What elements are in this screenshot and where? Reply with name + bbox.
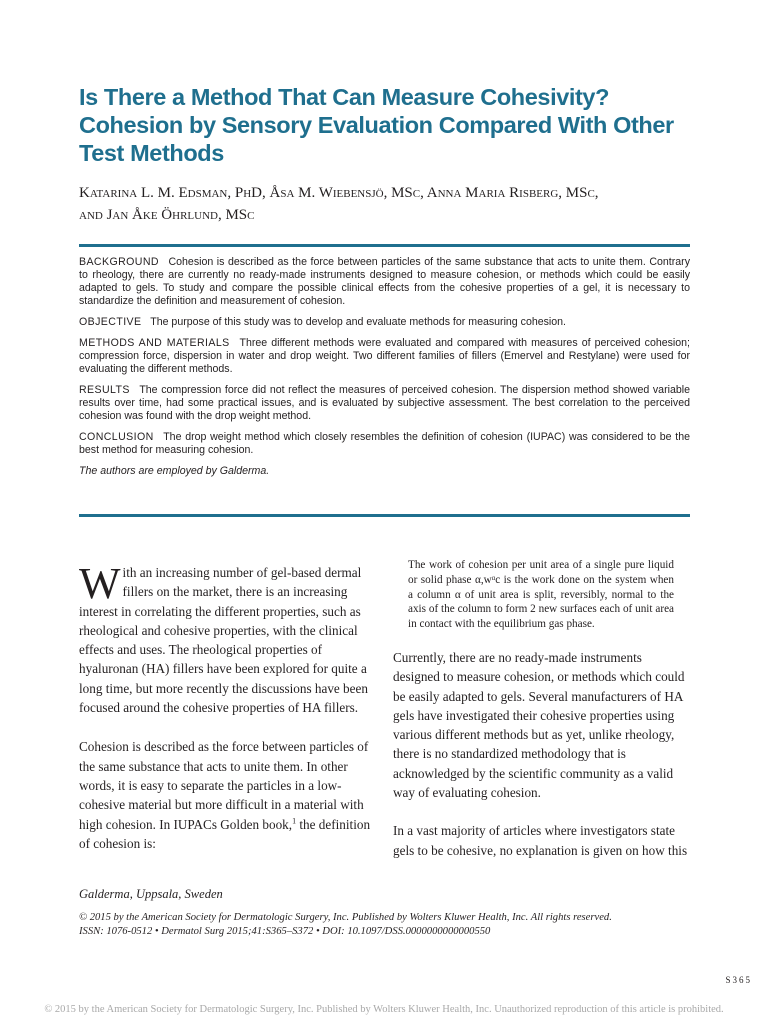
- body-paragraph: In a vast majority of articles where investigators state gels to be cohesive, no explanation is given on how this: [393, 823, 688, 858]
- title-line: Test Methods: [79, 140, 224, 166]
- section-heading: OBJECTIVE: [79, 316, 142, 328]
- body-paragraph: [79, 737, 379, 853]
- block-quote: The work of cohesion per unit area of a single pure liquid or solid phase α,wᵅc is the work done on the system when a column α of unit area is split, reversibly, normal to the axis of the column to form 2 new surfaces each of unit area in contact with the equilibrium gas phase.: [408, 559, 674, 631]
- section-heading: CONCLUSION: [79, 431, 154, 443]
- article-title: [79, 83, 699, 167]
- author-line: and Jan Åke Öhrlund, MSc: [79, 207, 255, 223]
- abstract-methods: [79, 337, 690, 376]
- section-text: The compression force did not reflect the measures of perceived cohesion. The dispersion method showed variable results over time, had some practical issues, and is evaluated by subjective assessment. The best correlation to the perceived cohesion was found with the drop weight method.: [79, 384, 690, 422]
- body-column-left: [79, 559, 379, 873]
- section-text: Cohesion is described as the force between particles of the same substance that acts to unite them. Contrary to rheology, there are currently no ready-made instruments designed to measure cohesion, or methods which could be easily adapted to gels. To study and compare the possible clinical effects from the cohesive properties of a gel, it is necessary to standardize the definition and measurement of cohesion.: [79, 256, 690, 307]
- copyright-line: © 2015 by the American Society for Dermatologic Surgery, Inc. Published by Wolters Kluwer Health, Inc. All rights reserved.: [79, 912, 612, 923]
- abstract-conclusion: [79, 431, 690, 457]
- abstract: [79, 256, 690, 486]
- title-line: Cohesion by Sensory Evaluation Compared With Other: [79, 112, 674, 138]
- author-list: [79, 182, 699, 226]
- abstract-background: [79, 256, 690, 308]
- drop-cap: W: [79, 559, 121, 608]
- title-line: Is There a Method That Can Measure Cohesivity?: [79, 84, 610, 110]
- section-text: Three different methods were evaluated and compared with measures of perceived cohesion; compression force, dispersion in water and drop weight. Two different families of fillers (Emervel and Restylane) were used for evaluating the different methods.: [79, 337, 690, 375]
- body-paragraph: Currently, there are no ready-made instruments designed to measure cohesion, or methods which could be easily adapted to gels. Several manufacturers of HA gels have investigated their cohesive properties using various different methods but as yet, unlike rheology, there is no standardized methodology that is acknowledged by the scientific community as a valid way of evaluating cohesion.: [393, 650, 685, 801]
- section-heading: METHODS AND MATERIALS: [79, 337, 230, 349]
- body-paragraph: [79, 559, 379, 717]
- abstract-top-rule: [79, 244, 690, 247]
- abstract-objective: [79, 316, 690, 329]
- page-footer: © 2015 by the American Society for Dermatologic Surgery, Inc. Published by Wolters Kluwer Health, Inc. Unauthorized reproduction of this article is prohibited.: [44, 1004, 724, 1015]
- reference-marker: 1: [292, 816, 297, 826]
- section-heading: BACKGROUND: [79, 256, 159, 268]
- affiliation: Galderma, Uppsala, Sweden: [79, 887, 223, 901]
- body-column-right: [393, 648, 691, 879]
- section-text: The drop weight method which closely resembles the definition of cohesion (IUPAC) was considered to be the best method for measuring cohesion.: [79, 431, 690, 456]
- paragraph-text: Cohesion is described as the force between particles of the same substance that acts to unite them. In other words, it is easy to separate the particles in a low-cohesive material but more difficult in a material with high cohesion. In IUPACs Golden book,: [79, 739, 369, 832]
- section-text: The purpose of this study was to develop and evaluate methods for measuring cohesion.: [150, 316, 566, 328]
- author-line: Katarina L. M. Edsman, PhD, Åsa M. Wiebensjö, MSc, Anna Maria Risberg, MSc,: [79, 185, 599, 201]
- abstract-results: [79, 384, 690, 423]
- paragraph-text: ith an increasing number of gel-based dermal fillers on the market, there is an increasing interest in correlating the different properties, such as rheological and cohesive properties, with the clinical effects and uses. The rheological properties of hyaluronan (HA) fillers have been explored for quite a long time, but more recently the discussions have been focused around the cohesive properties of HA fillers.: [79, 565, 368, 716]
- copyright-block: [79, 911, 699, 938]
- disclosure-note: The authors are employed by Galderma.: [79, 465, 270, 477]
- page-number: S365: [725, 975, 752, 985]
- paragraph-text: the definition of cohesion is:: [79, 816, 371, 851]
- section-heading: RESULTS: [79, 384, 130, 396]
- abstract-bottom-rule: [79, 514, 690, 517]
- journal-citation: ISSN: 1076-0512 • Dermatol Surg 2015;41:S365–S372 • DOI: 10.1097/DSS.0000000000000550: [79, 925, 491, 937]
